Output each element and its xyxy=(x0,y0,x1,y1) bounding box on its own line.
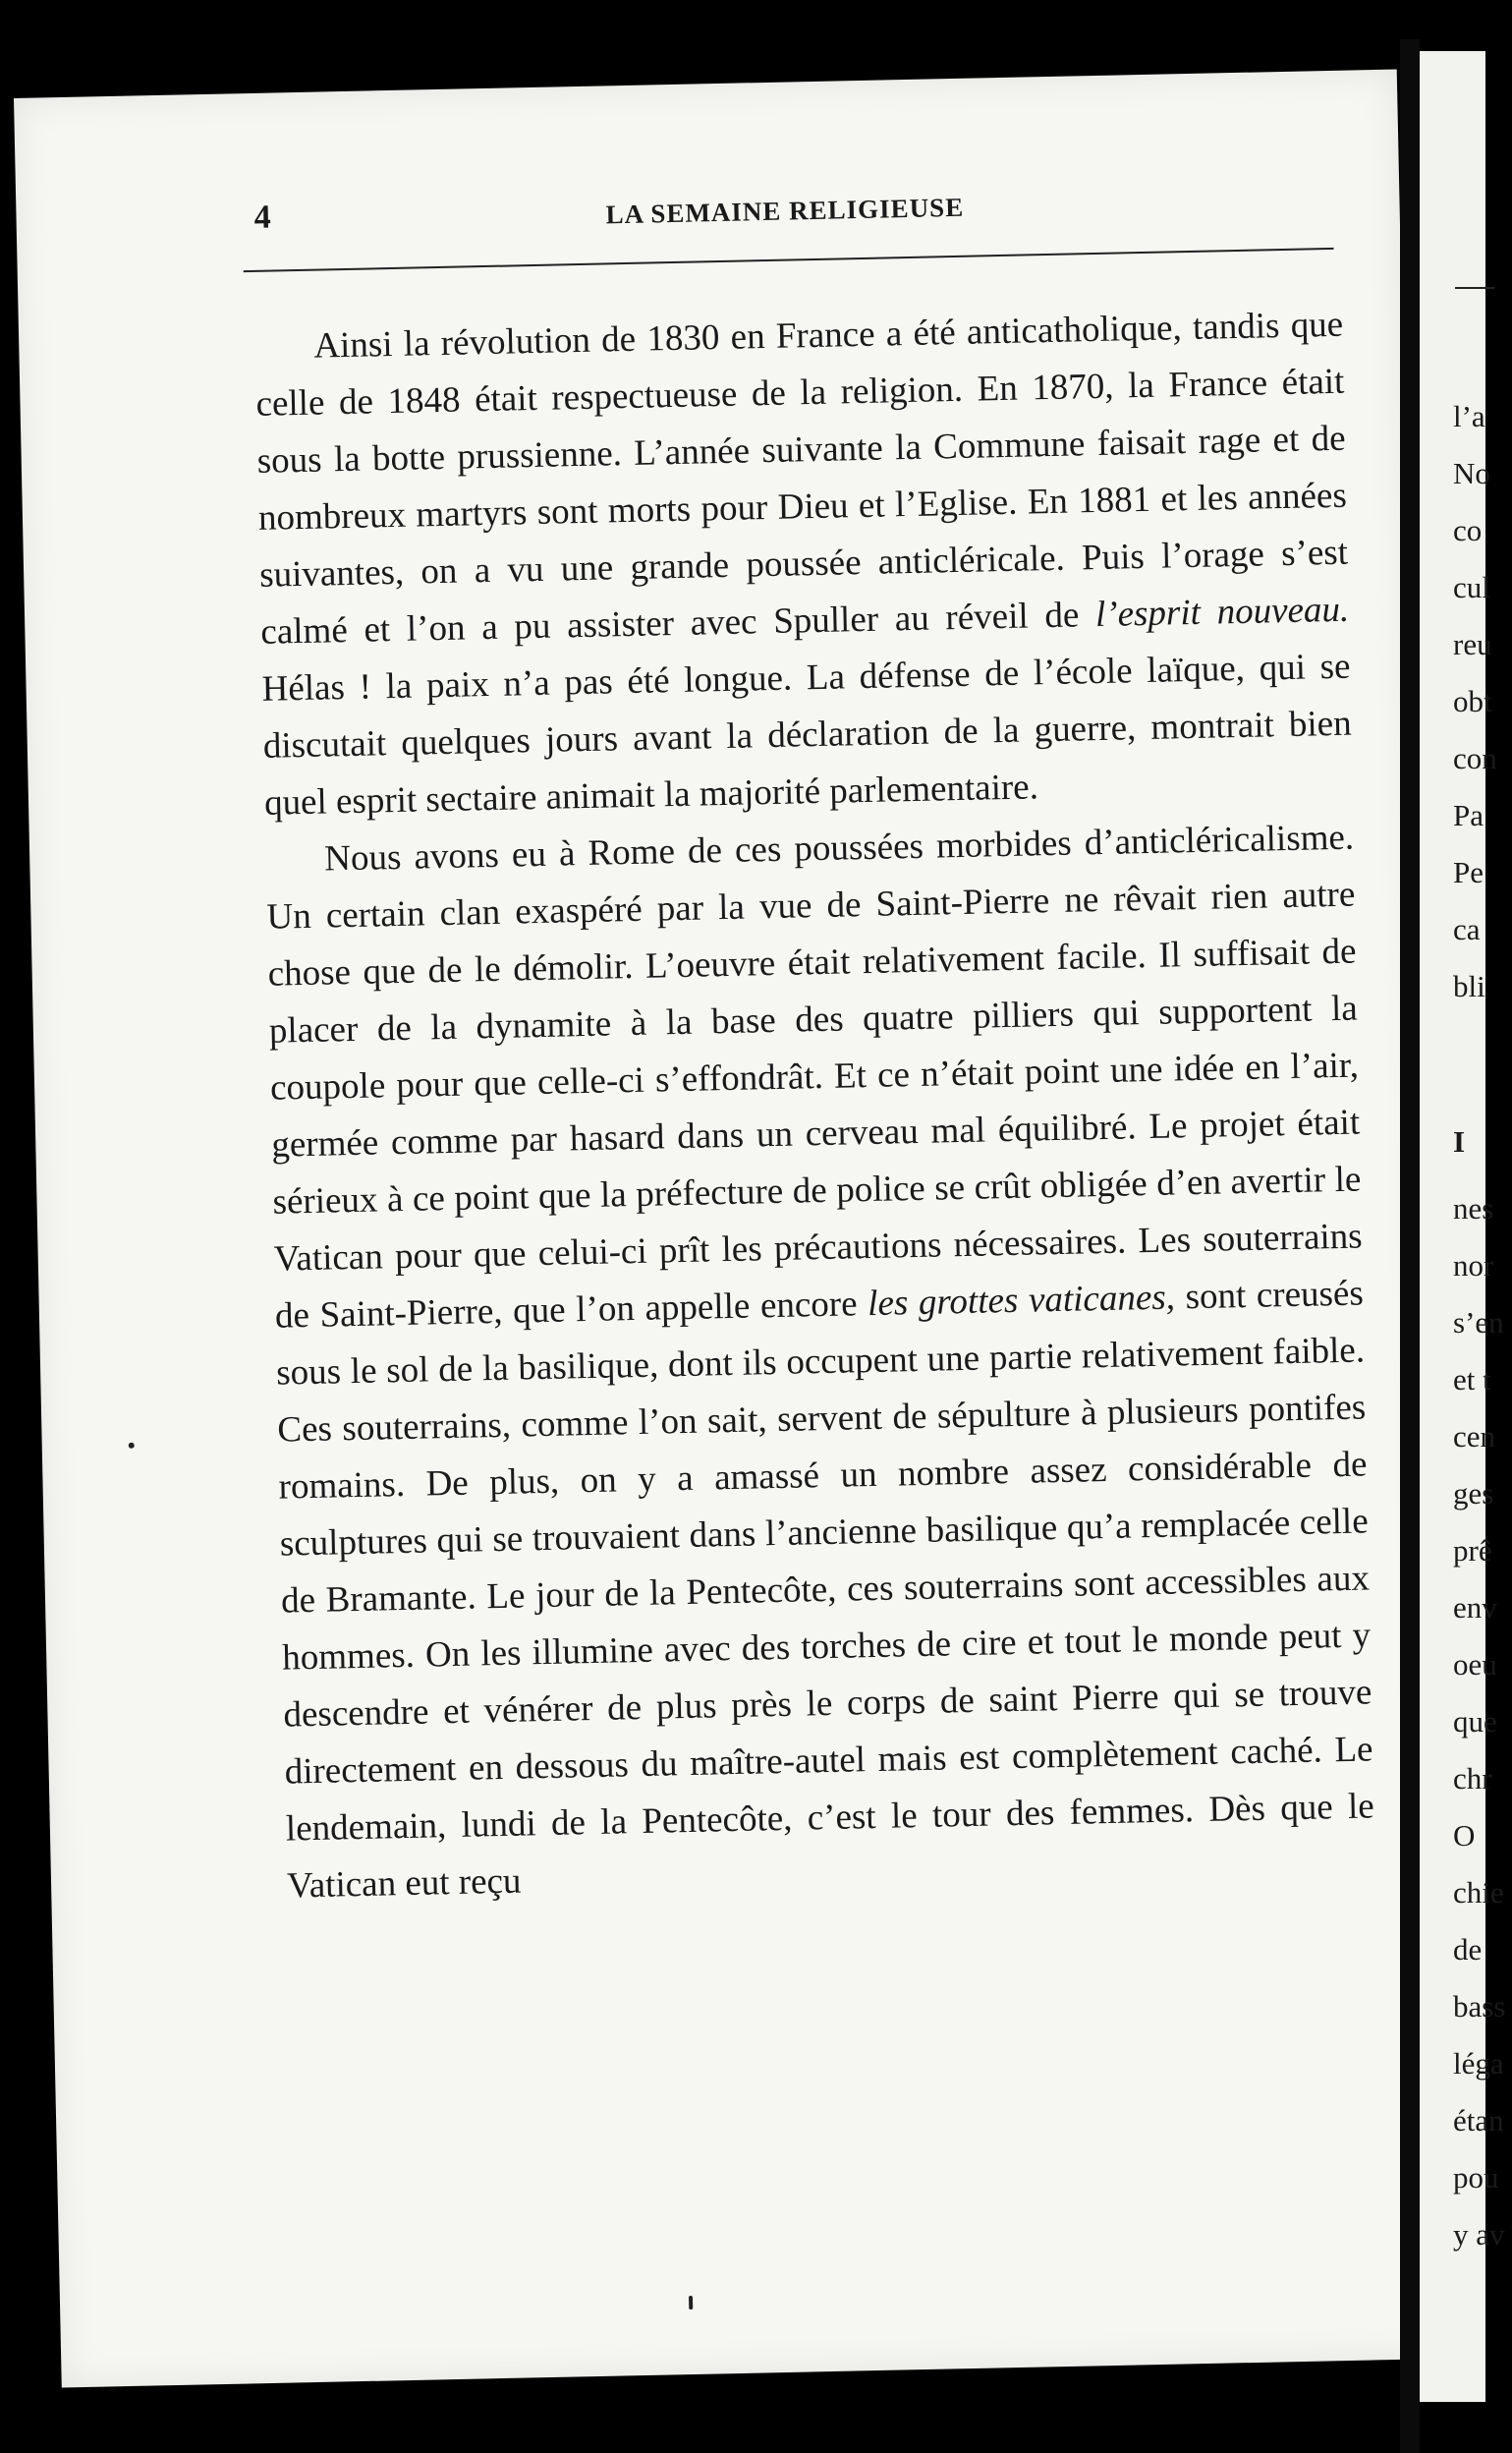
adjacent-fragment: léga xyxy=(1453,2046,1504,2081)
adjacent-fragment: chie xyxy=(1453,1875,1504,1910)
adjacent-fragment: No xyxy=(1453,456,1490,490)
scan-speck xyxy=(689,2296,693,2310)
adjacent-fragment: nor xyxy=(1453,1248,1494,1283)
adjacent-fragment: cul xyxy=(1453,570,1490,604)
adjacent-fragment: ca xyxy=(1453,912,1481,946)
running-title: LA SEMAINE RELIGIEUSE xyxy=(605,192,965,230)
adjacent-fragment: ges xyxy=(1453,1476,1494,1511)
adjacent-fragment: cen xyxy=(1453,1419,1496,1454)
paragraph-1-italic-esprit-nouveau: l’esprit nouveau. xyxy=(1094,589,1350,636)
adjacent-fragment: prê xyxy=(1453,1533,1492,1568)
paragraph-2-italic-grottes-vaticanes: les grottes vaticanes, xyxy=(867,1277,1176,1325)
adjacent-fragment: bli xyxy=(1453,969,1485,1003)
adjacent-fragment: l’a xyxy=(1453,399,1485,433)
adjacent-fragment: que xyxy=(1453,1704,1497,1739)
page-header xyxy=(242,169,1333,272)
adjacent-fragment: pou xyxy=(1453,2160,1499,2195)
page-gutter xyxy=(1400,39,1420,2453)
adjacent-fragment: reu xyxy=(1453,627,1492,661)
adjacent-fragment: et t xyxy=(1453,1362,1491,1397)
adjacent-fragment: Pa xyxy=(1453,798,1484,832)
scanned-page xyxy=(14,70,1444,2388)
adjacent-page-edge xyxy=(1420,51,1506,2402)
adjacent-fragment: s’en xyxy=(1453,1305,1504,1340)
adjacent-fragment: bass xyxy=(1453,1989,1506,2024)
page-number: 4 xyxy=(253,199,271,236)
adjacent-fragment: I xyxy=(1453,1124,1466,1159)
paragraph-2-text-a: Nous avons eu à Rome de ces poussées morbides d’anticléricalisme. Un certain clan exaspéré par la vue de Saint-Pierre ne rêvait rien autre chose que de le démolir. L’oeuvre était relativement facile. Il suffisait de placer de la dynamite à la base des quatre pilliers qui supportent la coupole pour que celle-ci s’effondrât. Et ce n’était point une idée en l’air, germée comme par hasard dans un cerveau mal équilibré. Le projet était sérieux à ce point que la préfecture de police se crût obligée d’en avertir le Vatican pour que celui-ci prît les précautions nécessaires. Les souterrains de Saint-Pierre, que l’on appelle encore xyxy=(266,817,1363,1337)
adjacent-fragment: co xyxy=(1453,513,1483,547)
adjacent-fragment: étan xyxy=(1453,2103,1504,2138)
paragraph-2 xyxy=(265,810,1376,1915)
paragraph-2-text-b: sont creusés sous le sol de la basilique, dont ils occupent une partie relativement faible. Ces souterrains, comme l’on sait, servent de sépulture à plusieurs pontifes romains. De plus, on y a amassé un nombre assez considérable de sculptures qui se trouvaient dans l’ancienne basilique qu’a remplacée celle de Bramante. Le jour de la Pentecôte, ces souterrains sont accessibles aux hommes. On les illumine avec des torches de cire et tout le monde peut y descendre et vénérer de plus près le corps de saint Pierre qui se trouve directement en dessous du maître-autel mais est complètement caché. Le lendemain, lundi de la Pentecôte, c’est le tour des femmes. Dès que le Vatican eut reçu xyxy=(275,1273,1375,1907)
adjacent-fragment: chr xyxy=(1453,1761,1492,1796)
adjacent-fragment: de xyxy=(1453,1932,1483,1967)
adjacent-fragment: nes xyxy=(1453,1191,1494,1226)
adjacent-fragment: oeu xyxy=(1453,1647,1497,1682)
adjacent-fragment: O xyxy=(1453,1818,1476,1853)
adjacent-fragment: Pe xyxy=(1453,855,1484,889)
adjacent-fragment: env xyxy=(1453,1590,1497,1625)
paragraph-1-text-b: Hélas ! la paix n’a pas été longue. La défense de l’école laïque, qui se discutait quelques jours avant la déclaration de la guerre, montrait bien quel esprit sectaire animait la majorité parlementaire. xyxy=(261,646,1353,824)
adjacent-fragment: con xyxy=(1453,741,1497,775)
scan-speck xyxy=(129,1443,135,1449)
adjacent-page-rule xyxy=(1455,287,1494,289)
adjacent-fragment: obt xyxy=(1453,684,1492,718)
article-body xyxy=(254,297,1376,1915)
paragraph-1 xyxy=(254,297,1354,832)
adjacent-fragment: y av xyxy=(1453,2217,1505,2252)
paragraph-1-text-a: Ainsi la révolution de 1830 en France a été anticatholique, tandis que celle de 1848 était respectueuse de la religion. En 1870, la France était sous la botte prussienne. L’année suivante la Commune faisait rage et de nombreux martyrs sont morts pour Dieu et l’Eglise. En 1881 et les années suivantes, on a vu une grande poussée anticléricale. Puis l’orage s’est calmé et l’on a pu assister avec Spuller au réveil de xyxy=(255,304,1349,653)
